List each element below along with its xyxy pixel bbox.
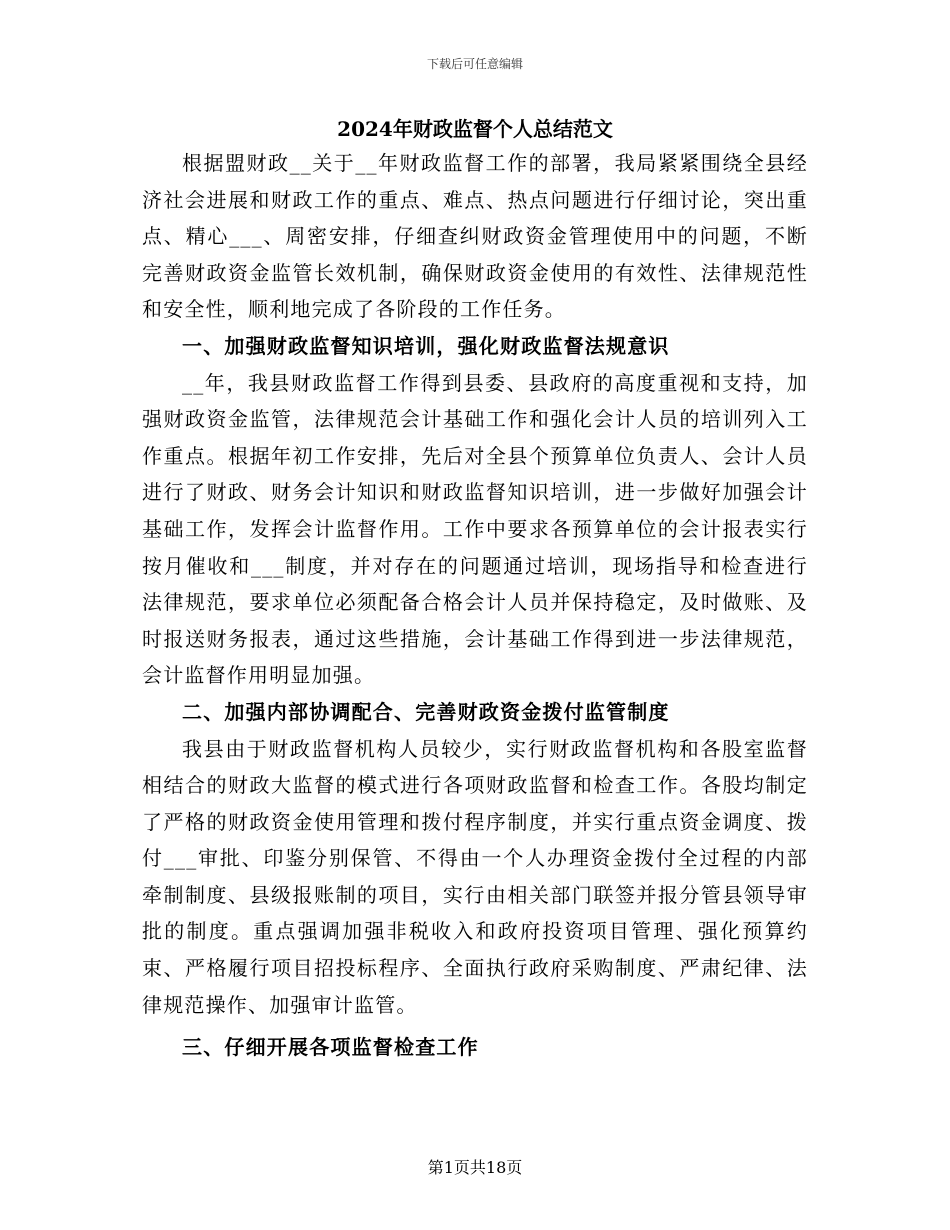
- section-2-paragraph: 我县由于财政监督机构人员较少，实行财政监督机构和各股室监督相结合的财政大监督的模式进行各项财政监督和检查工作。各股均制定了严格的财政资金使用管理和拨付程序制度，并实行重点资金调度、拨付___审批、印鉴分别保管、不得由一个人办理资金拨付全过程的内部牵制制度、县级报账制的项目，实行由相关部门联签并报分管县领导审批的制度。重点强调加强非税收入和政府投资项目管理、强化预算约束、严格履行项目招投标程序、全面执行政府采购制度、严肃纪律、法律规范操作、加强审计监管。: [142, 736, 808, 1017]
- document-title: 2024年财政监督个人总结范文: [337, 117, 613, 141]
- section-2-heading: 二、加强内部协调配合、完善财政资金拨付监管制度: [182, 699, 670, 724]
- document-body: [142, 145, 808, 1066]
- header-note: 下载后可任意编辑: [426, 57, 523, 71]
- intro-paragraph: 根据盟财政__关于__年财政监督工作的部署，我局紧紧围绕全县经济社会进展和财政工作的重点、难点、热点问题进行仔细讨论，突出重点、精心___、周密安排，仔细查纠财政资金管理使用中的问题，不断完善财政资金监管长效机制，确保财政资金使用的有效性、法律规范性和安全性，顺利地完成了各阶段的工作任务。: [142, 151, 808, 322]
- page-footer: 第1页共18页: [427, 1158, 523, 1177]
- section-3-heading: 三、仔细开展各项监督检查工作: [182, 1035, 479, 1060]
- section-1-paragraph: __年，我县财政监督工作得到县委、县政府的高度重视和支持，加强财政资金监管，法律规范会计基础工作和强化会计人员的培训列入工作重点。根据年初工作安排，先后对全县个预算单位负责人、会计人员进行了财政、财务会计知识和财政监督知识培训，进一步做好加强会计基础工作，发挥会计监督作用。工作中要求各预算单位的会计报表实行按月催收和___制度，并对存在的问题通过培训，现场指导和检查进行法律规范，要求单位必须配备合格会计人员并保持稳定，及时做账、及时报送财务报表，通过这些措施，会计基础工作得到进一步法律规范，会计监督作用明显加强。: [142, 370, 808, 688]
- section-1-heading: 一、加强财政监督知识培训，强化财政监督法规意识: [182, 333, 670, 358]
